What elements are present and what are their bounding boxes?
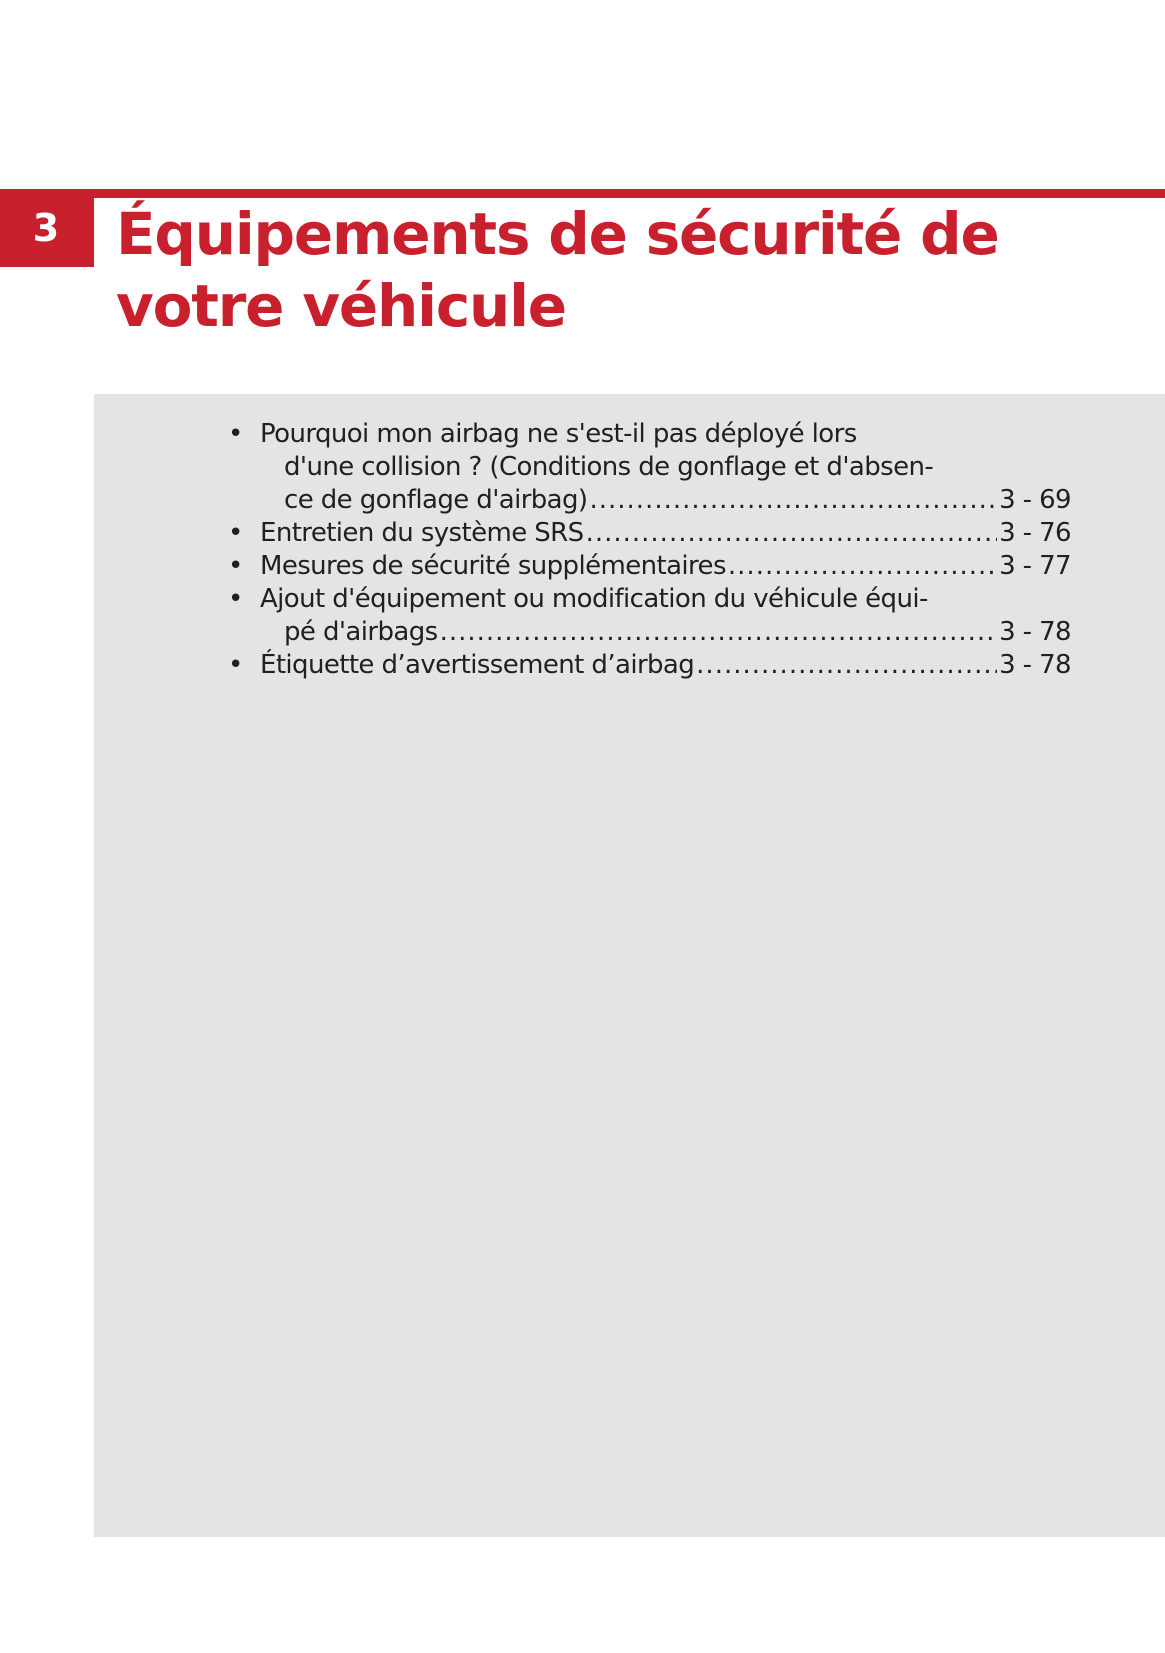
toc-item[interactable] [224, 649, 1071, 682]
dot-leader [589, 484, 997, 517]
toc-item[interactable] [224, 550, 1071, 583]
toc-item-text: pé d'airbags [284, 617, 438, 647]
dot-leader [696, 649, 997, 682]
header-rule [90, 189, 1165, 198]
toc-item[interactable] [224, 418, 1071, 517]
chapter-number-badge [0, 189, 94, 267]
chapter-number: 3 [32, 206, 60, 250]
toc-item-text: Ajout d'équipement ou modification du véhicule équi- [260, 584, 928, 614]
bullet-icon: • [228, 419, 243, 449]
bullet-icon: • [228, 518, 243, 548]
toc-item-text: ce de gonflage d'airbag) [284, 485, 588, 515]
dot-leader [586, 517, 998, 550]
toc-page-number: 3 - 76 [999, 518, 1071, 548]
toc-page-number: 3 - 69 [999, 485, 1071, 515]
toc-page-number: 3 - 77 [999, 551, 1071, 581]
chapter-title: Équipements de sécurité de votre véhicule [116, 200, 999, 340]
bullet-icon: • [228, 551, 243, 581]
toc-item[interactable] [224, 583, 1071, 649]
bullet-icon: • [228, 650, 243, 680]
toc-item-text: d'une collision ? (Conditions de gonflage et d'absen- [284, 452, 934, 482]
toc-page-number: 3 - 78 [999, 617, 1071, 647]
toc-item-text: Entretien du système SRS [260, 518, 584, 548]
bullet-icon: • [228, 584, 243, 614]
dot-leader [440, 616, 998, 649]
table-of-contents [224, 418, 1071, 682]
toc-item-text: Pourquoi mon airbag ne s'est-il pas déployé lors [260, 419, 857, 449]
toc-item-text: Étiquette d’avertissement d’airbag [260, 650, 695, 680]
toc-item[interactable] [224, 517, 1071, 550]
dot-leader [728, 550, 997, 583]
toc-page-number: 3 - 78 [999, 650, 1071, 680]
toc-item-text: Mesures de sécurité supplémentaires [260, 551, 726, 581]
